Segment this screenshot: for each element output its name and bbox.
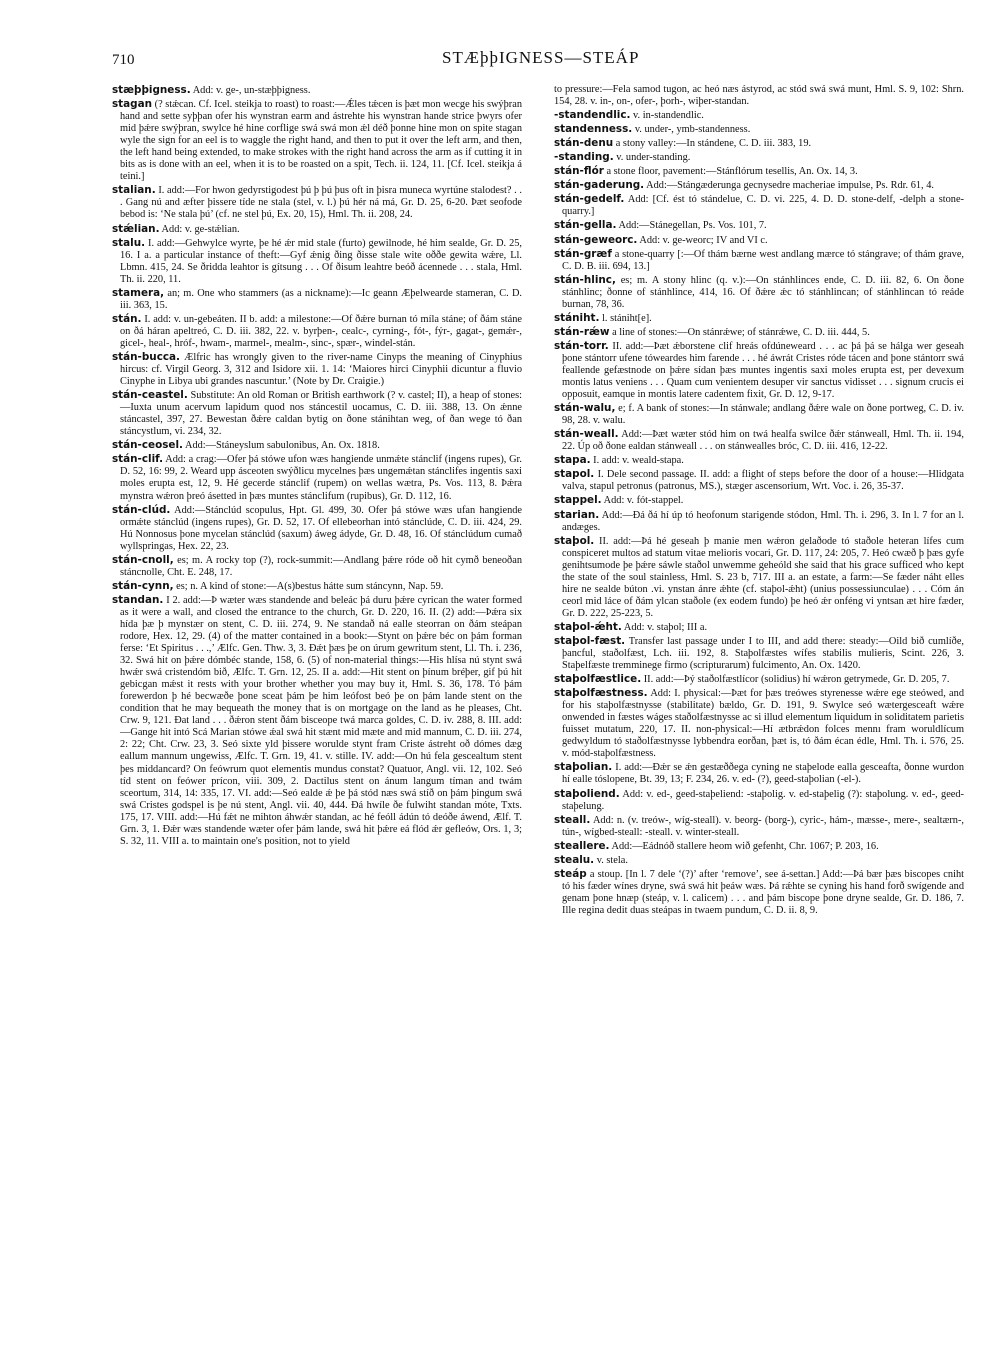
dictionary-entry xyxy=(112,313,522,350)
entry-headword: -standendlic. xyxy=(554,109,631,122)
entry-headword: stapa. xyxy=(554,454,591,467)
entry-headword: stán-græf xyxy=(554,247,612,260)
dictionary-entry xyxy=(554,868,964,917)
entry-text: to pressure:—Fela samod tugon, ac heó næs ástyrod, ac stód swá swá munt, Hml. S. 9, 102: Shrn. 154, 28. v. in-, on-, ofer-, þorh-, wiþer-standan. xyxy=(554,84,964,108)
dictionary-entry xyxy=(554,219,964,232)
dictionary-entry xyxy=(112,287,522,312)
dictionary-entry xyxy=(554,137,964,150)
entry-text: Ælfric has wrongly given to the river-name Cinyps the meaning of Cinyphius hircus: cf. Virgil Georg. 3, 312 and Isidore xii. 1. 14: ‘Maiores hirci Cinyphii dicuntur a fluvio Cinyphe in Libya ubi grandes nascuntur.’ (Note by Dr. Craigie.) xyxy=(120,351,522,388)
dictionary-entry xyxy=(554,814,964,839)
entry-headword: staþolian. xyxy=(554,761,613,774)
entry-text: Add:—Stánegellan, Ps. Vos. 101, 7. xyxy=(618,220,767,232)
dictionary-entry xyxy=(554,687,964,760)
entry-headword: stán-cnoll, xyxy=(112,553,174,566)
entry-headword: stagan xyxy=(112,98,153,111)
page-number: 710 xyxy=(112,52,135,68)
dictionary-entry xyxy=(112,439,522,452)
entry-headword: stán-hlinc, xyxy=(554,273,616,286)
dictionary-entry xyxy=(554,494,964,507)
entry-headword: stán-ceosel. xyxy=(112,439,183,452)
entry-headword: stappel. xyxy=(554,494,602,507)
dictionary-entry xyxy=(554,123,964,136)
entry-text: Add:—Stáneyslum sabulonibus, An. Ox. 1818. xyxy=(184,440,380,452)
entry-text: I. Dele second passage. II. add: a flight of steps before the door of a house:—Hlidgata valva, stapul petronus (patronus, MS.), stæger ascensorium, Wrt. Voc. i. 26, 35-37. xyxy=(562,469,964,493)
entry-headword: stániht. xyxy=(554,311,600,324)
entry-text: Add: a crag:—Ofer þá stówe ufon wæs hangiende unmǽte stánclif (ingens rupes), Gr. D. 52, 16: 99, 2. Weard upp ásceoten swýðlicu mycelnes þæs ungemǽtan stánclifes ingentis saxi moles erupta est, 12, 9. Hé gecerde stánclif (rupem) on wellas wætra, Ps. Vos. 113, 8. Þǽra mynstra wǽron þreó ásetted in þæs muntes stánclifum (rupibus), Gr. D. 112, 16. xyxy=(120,454,522,502)
entry-text: I. add:—For hwon gedyrstigodest þú þ þú þus oft in þisra muneca wyrtúne stalodest? . . . Gang nú and æfter þissere tíde ne stala (stel, v. l.) þú hér ná má, Gr. D. 25, 6-20. Þæt seofode bebod is: ‘Ne stala þú’ (cf. ne stel þú, Ex. 20, 15), Hml. Th. ii. 208, 24. xyxy=(120,185,522,221)
entry-text: l. stániht[e]. xyxy=(602,312,652,324)
entry-headword: stán-torr. xyxy=(554,339,609,352)
dictionary-entry xyxy=(112,504,522,553)
entry-text: Add:—Stánclúd scopulus, Hpt. Gl. 499, 30. Ofer þá stówe wæs ufan hangiende ormǽte stánclúd (ingens rupes), Gr. D. 52, 17. Of ellebeorhan intó stánclúde, C. D. iii. 424, 29. Hú Nonnosus þone mycelan stánclúd (saxum) áweg ádyde, Gr. D. 48, 16. Of stánclúdum cumað wyllspringas, Hex. 22, 23. xyxy=(120,504,522,552)
entry-headword: stán-walu, xyxy=(554,402,616,415)
entry-text: v. under-, ymb-standenness. xyxy=(634,124,751,136)
entry-headword: stæþþigness. xyxy=(112,84,191,96)
dictionary-entry xyxy=(554,402,964,427)
entry-headword: steáp xyxy=(554,867,587,880)
entry-headword: staþoliend. xyxy=(554,787,620,800)
dictionary-entry xyxy=(554,193,964,218)
entry-text: a stony valley:—In stándene, C. D. iii. 383, 19. xyxy=(615,138,812,150)
dictionary-entry xyxy=(554,84,964,108)
entry-headword: stealu. xyxy=(554,853,595,866)
entry-headword: stapol. xyxy=(554,468,595,481)
dictionary-entry xyxy=(554,151,964,164)
dictionary-entry xyxy=(112,580,522,593)
dictionary-entry xyxy=(554,509,964,534)
dictionary-entry xyxy=(554,312,964,325)
dictionary-entry xyxy=(112,351,522,388)
entry-headword: stán. xyxy=(112,312,142,325)
dictionary-entry xyxy=(554,635,964,672)
dictionary-entry xyxy=(112,184,522,221)
dictionary-entry xyxy=(554,248,964,273)
dictionary-entry xyxy=(554,840,964,853)
entry-headword: stán-ceastel. xyxy=(112,389,188,402)
dictionary-entry xyxy=(554,535,964,620)
entry-text: Transfer last passage under I to III, and add there: steady:—Oild bið cumlíðe, þancful, staðolfæst, Lch. iii. 192, 8. Staþolfæstes wífes stabilis mulieris, Scint. 226, 3. Staþelfæste tremminege firmo (scripturarum) fulcimento, An. Ox. 1420. xyxy=(562,635,964,672)
entry-headword: stán-geweorc. xyxy=(554,233,638,246)
dictionary-entry xyxy=(112,98,522,183)
right-column xyxy=(554,84,964,1294)
entry-text: Add: v. ge-stǽlian. xyxy=(161,223,240,235)
dictionary-entry xyxy=(112,453,522,502)
dictionary-entry xyxy=(112,237,522,286)
entry-headword: standan. xyxy=(112,593,164,606)
entry-text: v. under-standing. xyxy=(616,152,691,164)
dictionary-entry xyxy=(554,340,964,401)
dictionary-entry xyxy=(112,223,522,236)
dictionary-entry xyxy=(554,234,964,247)
entry-headword: stalian. xyxy=(112,184,156,197)
entry-headword: stalu. xyxy=(112,236,146,249)
dictionary-entry xyxy=(554,673,964,686)
entry-text: v. in-standendlic. xyxy=(633,110,704,122)
entry-headword: staþol-ǽht. xyxy=(554,620,622,633)
left-column xyxy=(112,84,522,1294)
entry-text: I. add:—Gehwylce wyrte, þe hé ǽr mid stale (furto) gewilnode, hé him sealde, Gr. D. 25, 16. I a. a particular instance of theft:—Gyf ǽnig ðing ðisse stale wite oððe gewita wǽre, Ll. Lbmn. 415, 24. Se ðridda leahtor is gítsung . . . Of ðisum leahtre beóð ácennede . . . stala, Hml. Th. ii. 220, 11. xyxy=(120,237,522,285)
entry-headword: starian. xyxy=(554,508,600,521)
entry-headword: -standing. xyxy=(554,151,614,164)
entry-headword: stán-flór xyxy=(554,165,604,178)
entry-headword: stán-cynn, xyxy=(112,579,174,592)
entry-headword: steall. xyxy=(554,813,591,826)
running-title: STÆþþIGNESS—STEÁP xyxy=(442,48,640,67)
entry-text: I. add: v. un-gebeáten. II b. add: a milestone:—Of ðǽre burnan tó míla stáne; of ðám stáne on ðá háran apeltreó, C. D. iii. 382, 22. v. byrþen-, cealc-, cyrning-, fót-, fýr-, gagat-, gemǽr-, gicel-, heal-, hróf-, hwam-, marmel-, mealm-, sinc-, spær-, windel-stán. xyxy=(120,313,522,349)
dictionary-entry xyxy=(554,165,964,178)
entry-headword: stán-clúd. xyxy=(112,503,171,516)
entry-headword: staþol-fæst. xyxy=(554,634,626,647)
entry-headword: staþolfæstness. xyxy=(554,687,648,700)
entry-text: I. add: v. weald-stapa. xyxy=(593,455,684,467)
entry-text: es; n. A kind of stone:—A(s)bestus hátte sum stáncynn, Nap. 59. xyxy=(176,580,444,592)
entry-text: (? stǽcan. Cf. Icel. steikja to roast) to roast:—Ǽles tǽcen is þæt mon wecge his swýþran hand and sette syþþan ofer his wynstran earm and ástrehte his wynstran hande strice þwyrs ofer mid þǽre swýþran, swylce hé hine corflige swá swá mon ǽl déð þonne hine mon on spite stagan wyle the sign for an eel is to waggle the right hand, and then to put it over the left arm, and then, the left hand being extended, to make strokes with the right hand across the arm as if cutting it in bits as is done with an eel, when it is to be roasted on a spit, Tech. ii. 124, 11. [Cf. Icel. steikja á teini.] xyxy=(120,99,522,183)
dictionary-entry xyxy=(554,428,964,453)
entry-text: Add: v. ge-, un-stæþþigness. xyxy=(192,85,311,96)
entry-text: II. add:—Þá hé geseah þ manie men wǽron gelaðode tó staðole heteran lífes cum conspiceret multos ad statum vitae melioris vocari, Gr. D. 117, 24: 205, 7. Heó cwæð þ þæs gyfe genihtsumode þe þǽre sáwle staðol unwemme geheóld she said that his grace sufficed who kept the state of the soul stainless, Hml. S. 23 b, 717. III a. an estate, a farm:—Se fæder náht elles hire ne sealde búton .vi. ynstan ánre ǽhte (cf. staþol-ǽht) (unius possessiunculae) . . . Cóm án ceorl mid láce of ðám ylcan staðole (ex eodem fundo) þe heó ǽr onféng vi yntsan æt hire fæder, Gr. D. 222, 25-223, 5. xyxy=(562,535,964,619)
entry-text: Add: v. staþol; III a. xyxy=(623,621,708,633)
entry-text: v. stela. xyxy=(596,854,628,866)
dictionary-entry xyxy=(112,554,522,579)
entry-text: a line of stones:—On stánrǽwe; of stánrǽwe, C. D. iii. 444, 5. xyxy=(612,326,870,338)
entry-text: Add: v. ge-weorc; IV and VI c. xyxy=(639,234,768,246)
entry-text: II. add:—Þý staðolfæstlícor (solidius) hí wǽron getrymede, Gr. D. 205, 7. xyxy=(643,674,950,686)
entry-headword: staþol. xyxy=(554,534,595,547)
entry-headword: stán-rǽw xyxy=(554,325,610,338)
entry-text: Add: v. fót-stappel. xyxy=(603,495,684,507)
entry-headword: stán-gaderung. xyxy=(554,179,645,192)
entry-text: Add: I. physical:—Þæt for þæs treówes styrenesse wǽre ege steówed, and for his staþolfæstnysse (stabilitate) bældo, Gr. D. 191, 9. Swylce seó wætergesceaft wǽre onwended in fæstes wáges staðolfæstnysse ac si illud elementum liquidum in soliditatem parietis fuisset mutatum, 220, 17. II. non-physical:—Hí ætbrǽdon folces mennı fram woruldlícum gedwyldum tó staðolfæstnysse lybbendra eorðan, þæt is, tó ðám écan édle, Hml. Th. i. 576, 25. v. mód-staþolfæstness. xyxy=(562,688,964,760)
entry-text: Add:—Eádnóð stallere heom wið gefenht, Chr. 1067; P. 203, 16. xyxy=(611,840,879,852)
entry-text: a stone floor, pavement:—Stánflórum tesellis, An. Ox. 14, 3. xyxy=(606,166,858,178)
entry-headword: stán-bucca. xyxy=(112,350,180,363)
dictionary-entry xyxy=(112,594,522,848)
entry-text: an; m. One who stammers (as a nickname):—Ic geann Æþelwearde stameran, C. D. iii. 363, 15. xyxy=(120,287,522,311)
dictionary-entry xyxy=(554,274,964,311)
dictionary-entry xyxy=(554,761,964,786)
entry-headword: stamera, xyxy=(112,286,165,299)
entry-headword: stán-denu xyxy=(554,137,614,150)
entry-headword: stǽlian. xyxy=(112,222,160,235)
dictionary-entry xyxy=(554,179,964,192)
entry-text: Add:—Stángæderunga gecnysedre macheriae impulse, Ps. Rdr. 61, 4. xyxy=(646,180,934,192)
dictionary-entry xyxy=(554,109,964,122)
entry-text: a stone-quarry [:—Of thám bærne west andlang mærce tó stángrave; of thám grave, C. D. B. iii. 694, 13.] xyxy=(562,248,964,272)
entry-headword: stán-gedelf. xyxy=(554,193,625,206)
entry-headword: staþolfæstlice. xyxy=(554,673,642,686)
entry-headword: steallere. xyxy=(554,839,610,852)
dictionary-entry xyxy=(554,326,964,339)
dictionary-entry xyxy=(112,389,522,438)
entry-text: Add:—Þæt wæter stód him on twá healfa swilce ðǽr stánweall, Hml. Th. ii. 194, 22. Úp oð ðone ealdan stánweall . . . on stánwealles bróc, C. D. iii. 416, 12-22. xyxy=(562,429,964,453)
dictionary-entry xyxy=(554,468,964,493)
entry-headword: stán-gella. xyxy=(554,219,617,232)
dictionary-entry xyxy=(554,788,964,813)
entry-text: es; m. A rocky top (?), rock-summit:—Andlang þǽre róde oð hit cymð beneoðan stáncnolle, Cht. E. 248, 17. xyxy=(120,554,522,578)
entry-headword: stán-weall. xyxy=(554,428,619,441)
dictionary-entry xyxy=(112,84,522,97)
entry-text: Substitute: An old Roman or British earthwork (? v. castel; II), a heap of stones:—Iuxta unum acervum lapidum quod nos stáncestil uocamus, C. D. iii. 388, 13. On ǽnne stáncastel, 397, 27. Bewestan ðǽre caldan bytig on ðone stánihtan weg, of ðan wege tó ðan stáncystlum, vi. 234, 32. xyxy=(120,390,522,438)
dictionary-entry xyxy=(554,854,964,867)
entry-text: I 2. add:—Þ wæter wæs standende and beleác þá duru þǽre cyrican the water formed as it were a wall, and closed the entrance to the church, Gr. D. 220, 16. II. (2) add:—Þǽra six hída þæ þ mynstær on stent, C. D. iii. 274, 9. Ne standað ná ealle steorran on ðám steápan rodore, Hex. 12, 29. (4) of the matter contained in a book:—Stynt on þǽre béc on þám forman ferse: ‘Et Spiritus . . .,’ Ælfc. Gen. Thw. 3, 3. Ðǽt þæs þe on úrum gewritum stent, Ll. Th. i. 236, 32. Swá hit on þǽre dómbéc stande, 158, 6. (5) of non-material things:—His hlísa nú stynt swá hwǽr swá cristendóm bið, Ælfc. T. Grn. 12, 25. II a. add:—Hit stent on þínum bréþer, gif þú hit gebicgan mǽst it rests with your brother whether you may buy it, Hml. S. 36, 178. Tó þám forewerdon þ hé becwæðe þone sceat þám þe him leófost beó þe on þám lande stent on the condition that he may bequeath the money that is on mortgage on the land as he pleases, Cht. Crw. 9, 121. Ðat land . . . ðǽron stent ðám bisceope twá marca goldes, C. D. iv. 288, 8. III. add:—Gange hit intó Scá Marian stówe ǽal swá hit stænt mid mæte and mid mannum, C. D. iii. 274, 2: 22; Cht. Crw. 23, 3. Seó sixte yld þissere worulde stynt fram Criste ástreht oð dómes dæg eallum mannum ungewiss, Ælfc. T. Grn. 19, 41. v. stille. IV. add:—On hú fela gescealtum stent þes middancard? On feówrum quot elementis mundus constat? Quatuor, Angl. vii. 12, 102. Seó tíd stent on feówer prícon, viii. 309, 2. Dactilus stent on ánum langum tíman and twám sceortum, 314, 14: 335, 17. VI. add:—Seó ealde ǽ þe þá stód næs swá stíð on þám þingum swá swá Cristes godspel is þe nú stent, Angl. vii. 40, 444. Ðá hwíle ðe fulwiht standan móte, Txts. 175, 17. VIII. add:—Hú fǽt ne mihton áhwǽr standan, ac hé feóll ádún tó deóðe áwend, Ælf. T. Grn. 3, 1. Ðǽr wæs standende wæter ofer þám lande, swá hit þǽre eá flód ǽr geflеów, Ors. 1, 3; S. 32, 11. VIII a. to maintain one's position, not to yield xyxy=(120,594,522,847)
entry-headword: stán-clif. xyxy=(112,453,164,466)
entry-text: a stoup. [In l. 7 dele ‘(?)’ after ‘remove’, see á-settan.] Add:—Þá bær þæs biscopes cniht tó his fæder wínes dryne, swá swá hit þeáw wæs. Þá rǽhte se cyning his hand forð swígende and genam þone hnæp (steáp, v. l. calicem) . . . and þám biscope þone dryne sealde, Gr. D. 186, 7. Ille regina dedit duas steápas in twaem pundum, C. D. ii. 8, 9. xyxy=(562,868,964,916)
dictionary-entry xyxy=(554,621,964,634)
entry-text: II. add:—Þæt ǽborstene clif hreás ofdúneweard . . . ac þá þá se hálga wer geseah þone stántorr ufene tóweardes him farende . . . hé áwrát Cristes róde tácen and þone stántorr swá feallende gefæstnode on þǽre sídan þæs muntes ingentis saxi moles erupta est, per devexum montis latus veniens . . . Quam cum venientem desuper vir sanctus vidisset . . . signum crucis ei opposuit, eamque in montis latere cadentem fixit, Gr. D. 12, 9-17. xyxy=(562,340,964,401)
dictionary-entry xyxy=(554,454,964,467)
entry-text: es; m. A stony hlinc (q. v.):—On stánhlinces ende, C. D. iii. 82, 6. On ðone stánhlinc; ðonne of stánhlince, 414, 16. Of ðǽre ǽc tó stánhlincan; of stánhlincan tó reáde burnan, 78, 36. xyxy=(562,274,964,310)
entry-text: Add: v. ed-, geed-staþeliend: -staþolig. v. ed-staþelig (?): staþolung. v. ed-, geed-staþelung. xyxy=(562,788,964,812)
entry-headword: standenness. xyxy=(554,123,633,136)
entry-text: Add:—Ðá ðá hí úp tó heofonum starigende stódon, Hml. Th. i. 296, 3. In l. 7 for an l. andæges. xyxy=(562,509,964,533)
entry-text: e; f. A bank of stones:—In stánwale; andlang ðǽre wale on ðone portweg, C. D. iv. 98, 28. v. walu. xyxy=(562,403,964,427)
entry-text: I. add:—Ðǽr se ǽn gestæððega cyning ne staþelode ealla gesceafta, ðonne wurdon hí ealle tóslopene, Bt. 39, 13; F. 234, 26. v. ed- (?), geed-staþolian (-el-). xyxy=(562,762,964,786)
entry-text: Add: [Cf. ést tó stándelue, C. D. vi. 225, 4. D. D. stone-delf, -delph a stone-quarry.] xyxy=(562,194,964,218)
entry-text: Add: n. (v. treów-, wíg-steall). v. beorg- (borg-), cyric-, hám-, mæsse-, mere-, sealtærn-, tún-, wígbed-steall: -steall. v. winter-steall. xyxy=(562,814,964,838)
